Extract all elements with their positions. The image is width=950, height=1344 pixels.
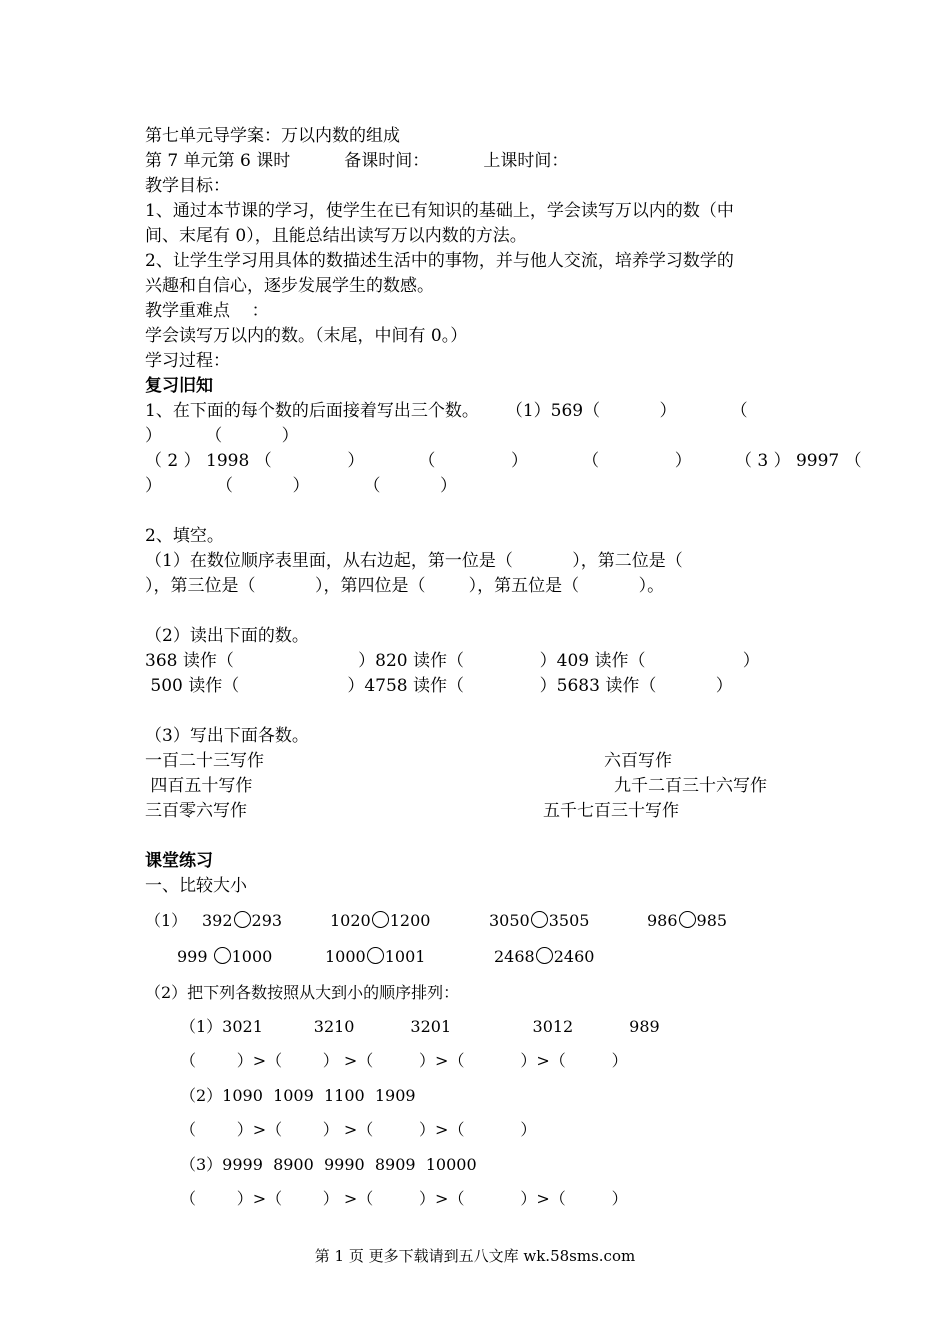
- order-2-numbers: （2）1090 1009 1100 1909: [180, 1086, 416, 1105]
- key-points-heading: 教学重难点 ：: [145, 301, 269, 321]
- write-item: 四百五十写作: [145, 776, 253, 796]
- goal-2-line-2: 兴趣和自信心，逐步发展学生的数感。: [145, 276, 434, 296]
- compare-right: 1000: [231, 947, 273, 966]
- compare-right: 1200: [389, 911, 431, 930]
- order-2-blanks: （ ）>（ ） >（ ）>（ ）: [180, 1120, 537, 1139]
- compare-left: 1000: [325, 947, 366, 966]
- compare-left: 392: [202, 911, 233, 930]
- compare-left: 2468: [494, 947, 535, 966]
- compare-item: [489, 909, 589, 933]
- review-q2-2-line-1: 368 读作（ ）820 读作（ ）409 读作（ ）: [145, 651, 760, 671]
- compare-circle[interactable]: [234, 911, 251, 928]
- lesson-info: 第 7 单元第 6 课时 备课时间： 上课时间：: [145, 151, 569, 171]
- page-footer: 第 1 页 更多下载请到五八文库 wk.58sms.com: [314, 1247, 636, 1265]
- compare-circle[interactable]: [531, 911, 548, 928]
- review-q1-line-4: ） （ ） （ ）: [145, 476, 457, 496]
- write-item: 一百二十三写作: [145, 751, 264, 771]
- compare-right: 1001: [384, 947, 426, 966]
- review-q1-line-3: （ 2 ） 1998 （ ） （ ） （ ） （ 3 ） 9997 （: [145, 451, 862, 471]
- compare-item: [202, 909, 282, 933]
- review-q2-1-line-1: （1）在数位顺序表里面，从右边起，第一位是（ ），第二位是（: [145, 551, 683, 571]
- compare-item: [494, 945, 594, 969]
- review-q2-heading: 2、填空。: [145, 526, 224, 546]
- compare-row-1-label: （1）: [145, 911, 188, 930]
- review-q2-3-heading: （3）写出下面各数。: [145, 726, 309, 746]
- compare-item: [325, 945, 425, 969]
- compare-left: 1020: [330, 911, 371, 930]
- review-q1-line-2: ） （ ）: [145, 426, 299, 446]
- compare-circle[interactable]: [372, 911, 389, 928]
- order-heading: （2）把下列各数按照从大到小的顺序排列：: [145, 983, 460, 1002]
- goal-1-line-1: 1、通过本节课的学习，使学生在已有知识的基础上，学会读写万以内的数（中: [145, 201, 734, 221]
- compare-circle[interactable]: [536, 947, 553, 964]
- order-3-numbers: （3）9999 8900 9990 8909 10000: [180, 1155, 477, 1174]
- goal-1-line-2: 间、末尾有 0），且能总结出读写万以内数的方法。: [145, 226, 527, 246]
- order-3-blanks: （ ）>（ ） >（ ）>（ ）>（ ）: [180, 1189, 628, 1208]
- compare-right: 293: [251, 911, 283, 930]
- write-item: 九千二百三十六写作: [614, 776, 767, 796]
- goal-2-line-1: 2、让学生学习用具体的数描述生活中的事物，并与他人交流，培养学习数学的: [145, 251, 734, 271]
- compare-heading: 一、比较大小: [145, 876, 247, 896]
- practice-heading: 课堂练习: [145, 851, 213, 871]
- write-item: 六百写作: [604, 751, 672, 771]
- page-title: 第七单元导学案：万以内数的组成: [145, 126, 400, 146]
- compare-circle[interactable]: [367, 947, 384, 964]
- compare-item: [330, 909, 430, 933]
- compare-right: 985: [696, 911, 728, 930]
- compare-item: [647, 909, 727, 933]
- compare-circle[interactable]: [679, 911, 696, 928]
- order-1-numbers: （1）3021 3210 3201 3012 989: [180, 1017, 660, 1036]
- write-item: 三百零六写作: [145, 801, 247, 821]
- process-heading: 学习过程：: [145, 351, 230, 371]
- review-q2-2-line-2: 500 读作（ ）4758 读作（ ）5683 读作（ ）: [145, 676, 733, 696]
- compare-left: 986: [647, 911, 678, 930]
- order-1-blanks: （ ）>（ ） >（ ）>（ ）>（ ）: [180, 1051, 628, 1070]
- compare-left: 3050: [489, 911, 530, 930]
- review-heading: 复习旧知: [145, 376, 213, 396]
- write-item: 五千七百三十写作: [543, 801, 679, 821]
- goals-heading: 教学目标：: [145, 176, 230, 196]
- compare-right: 3505: [548, 911, 590, 930]
- compare-item: [177, 945, 272, 969]
- compare-circle[interactable]: [214, 947, 231, 964]
- compare-left: 999: [177, 947, 213, 966]
- compare-right: 2460: [553, 947, 595, 966]
- review-q1-line-1: 1、在下面的每个数的后面接着写出三个数。 （1）569（ ） （: [145, 401, 748, 421]
- review-q2-2-heading: （2）读出下面的数。: [145, 626, 309, 646]
- review-q2-1-line-2: ），第三位是（ ），第四位是（ ），第五位是（ ）。: [145, 576, 665, 596]
- key-points-content: 学会读写万以内的数。（末尾，中间有 0。）: [145, 326, 468, 346]
